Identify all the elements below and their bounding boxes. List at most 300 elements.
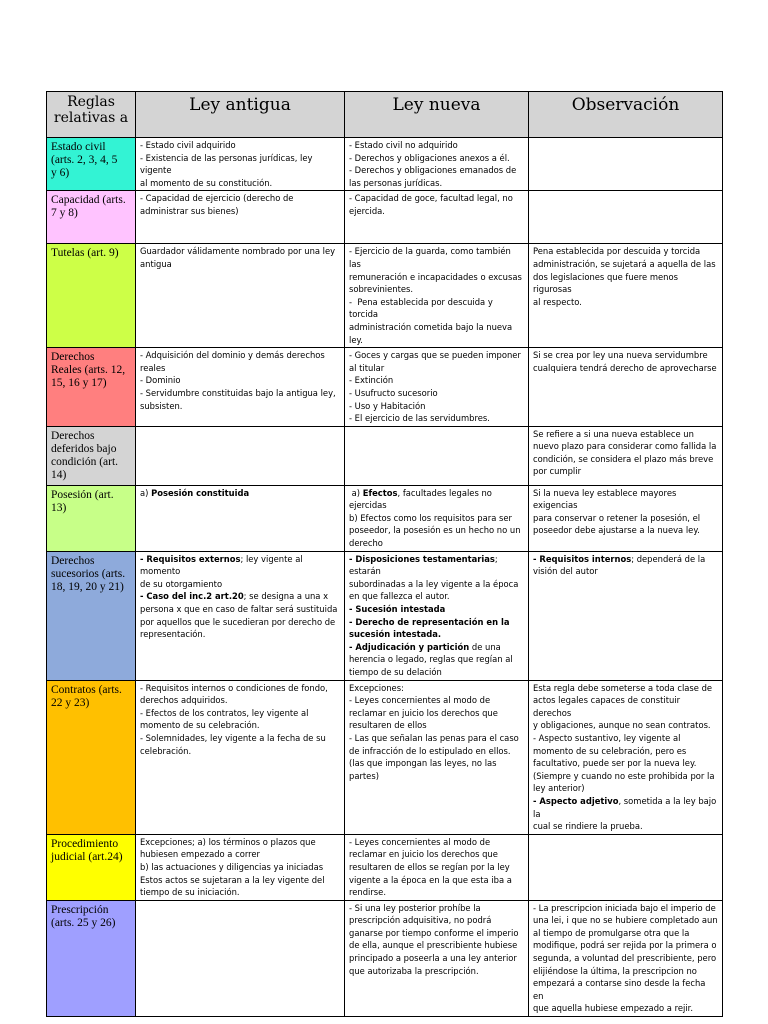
text-line — [349, 653, 524, 666]
text-line — [349, 603, 524, 616]
text-line — [349, 939, 524, 952]
text-line — [349, 914, 524, 927]
text-segment: - Leyes concernientes al modo de — [349, 836, 491, 847]
text-line — [533, 512, 718, 525]
text-segment: - Las que señalan las penas para el caso — [349, 732, 519, 743]
text-line — [349, 349, 524, 362]
text-segment: - Usufructo sucesorio — [349, 387, 438, 398]
text-line — [349, 745, 524, 758]
text-line — [140, 694, 340, 707]
text-line — [349, 641, 524, 654]
text-segment: subsisten. — [140, 400, 183, 411]
text-segment: Si la nueva ley establece mayores exigencias — [533, 487, 680, 511]
text-segment: Esta regla debe someterse a toda clase de — [533, 682, 713, 693]
text-line — [533, 296, 718, 309]
text-line — [533, 258, 718, 271]
row-label — [47, 680, 136, 834]
text-segment: a) — [140, 487, 152, 498]
row-label-line: 18, 19, 20 y 21) — [51, 580, 124, 593]
text-segment: ; se designa a una x — [243, 591, 329, 602]
header-ley-nueva: Ley nueva — [345, 92, 529, 138]
text-line — [349, 164, 524, 177]
bold-text: sucesión intestada. — [349, 629, 442, 640]
cell-nueva — [345, 138, 529, 191]
text-segment: modifique, podrá ser rejida por la primera o — [533, 940, 717, 951]
text-segment: visión del autor — [533, 566, 598, 577]
text-segment: - Existencia de las personas jurídicas, ley vigente — [140, 152, 316, 176]
text-line — [349, 616, 524, 629]
cell-observacion — [529, 485, 723, 551]
text-line — [349, 321, 524, 334]
text-segment: ganarse por tiempo conforme el imperio — [349, 927, 519, 938]
row-label-line: Tutelas (art. 9) — [51, 247, 119, 260]
text-line — [533, 820, 718, 833]
text-line — [349, 245, 524, 270]
text-line — [140, 861, 340, 874]
text-line — [349, 719, 524, 732]
text-segment: Estos actos se sujetaran a la ley vigente del — [140, 874, 325, 885]
text-segment: resultaren de ellos — [349, 720, 427, 731]
text-line — [533, 977, 718, 1002]
row-label-line: condición (art. — [51, 455, 119, 468]
row-label — [47, 348, 136, 427]
table-row-estado-civil — [47, 138, 723, 191]
text-segment: - Leyes concernientes al modo de — [349, 695, 491, 706]
text-line — [140, 707, 340, 720]
text-line — [349, 487, 524, 500]
cell-nueva — [345, 485, 529, 551]
table-body — [47, 138, 723, 1017]
text-line — [533, 553, 718, 566]
text-segment: dos legislaciones que fuere menos rigurosas — [533, 271, 681, 295]
table-row-procedimiento-judicial — [47, 834, 723, 900]
text-segment: ley. — [349, 334, 363, 345]
text-segment: tiempo de su iniciación. — [140, 887, 240, 898]
text-line — [533, 902, 718, 915]
text-segment: para conservar o retener la posesión, el — [533, 512, 701, 523]
text-line — [140, 745, 340, 758]
text-segment: celebración. — [140, 745, 192, 756]
bold-text: Efectos — [362, 487, 398, 498]
text-line — [140, 349, 340, 362]
text-line — [533, 1002, 718, 1015]
row-label — [47, 834, 136, 900]
text-line — [349, 139, 524, 152]
text-line — [349, 965, 524, 978]
text-segment: - Efectos de los contratos, ley vigente al — [140, 707, 309, 718]
text-segment: Pena establecida por descuida y torcida — [533, 246, 701, 257]
text-segment: Excepciones: — [349, 682, 404, 693]
cell-antigua — [136, 485, 345, 551]
text-line — [349, 590, 524, 603]
text-line — [533, 465, 718, 478]
row-label — [47, 551, 136, 680]
row-label-line: 15, 16 y 17) — [51, 377, 107, 390]
text-line — [349, 374, 524, 387]
row-label — [47, 900, 136, 1016]
bold-text: - Disposiciones testamentarias — [349, 553, 495, 564]
text-segment: poseedor, la posesión es un hecho no un — [349, 525, 521, 536]
text-line — [140, 139, 340, 152]
text-segment: de ella, aunque el prescribiente hubiese — [349, 940, 518, 951]
text-line — [349, 836, 524, 849]
header-reglas-line: Reglas — [67, 94, 115, 110]
text-segment: reales — [140, 362, 166, 373]
bold-text: - Sucesión intestada — [349, 604, 446, 615]
table-row-capacidad — [47, 191, 723, 244]
text-line — [533, 362, 718, 375]
text-segment: ley anterior) — [533, 783, 585, 794]
text-line — [533, 745, 718, 758]
text-line — [140, 258, 340, 271]
text-segment: - Derechos y obligaciones emanados de — [349, 165, 517, 176]
text-segment: - Si una ley posterior prohíbe la — [349, 902, 481, 913]
text-segment: (las que impongan las leyes, no las — [349, 758, 497, 769]
header-reglas — [47, 92, 136, 138]
text-line — [533, 440, 718, 453]
text-line — [533, 965, 718, 978]
text-segment: empezará a contarse sino desde la fecha en — [533, 978, 709, 1001]
text-line — [349, 666, 524, 679]
text-line — [533, 732, 718, 745]
text-segment: que aquella hubiese empezado a rejir. — [533, 1003, 693, 1014]
text-line — [533, 349, 718, 362]
text-segment: poseedor debe ajustarse a la nueva ley. — [533, 525, 700, 536]
table-row-contratos — [47, 680, 723, 834]
text-segment: herencia o legado, reglas que regían al — [349, 654, 513, 665]
text-segment: al titular — [349, 362, 385, 373]
text-segment: - Pena establecida por descuida y torcida — [349, 296, 496, 320]
text-line — [533, 565, 718, 578]
text-segment: resultaren de ellos se regían por la ley — [349, 861, 510, 872]
text-line — [533, 428, 718, 441]
row-label-line: (arts. 2, 3, 4, 5 — [51, 154, 118, 166]
text-line — [533, 487, 718, 512]
cell-observacion — [529, 244, 723, 348]
header-observacion: Observación — [529, 92, 723, 138]
text-segment: representación. — [140, 629, 206, 640]
text-line — [349, 499, 524, 512]
text-line — [349, 362, 524, 375]
text-line — [533, 757, 718, 770]
text-segment: de su otorgamiento — [140, 578, 223, 589]
text-segment: nuevo plazo para considerar como fallida la — [533, 441, 717, 452]
row-label-line: Posesión (art. — [51, 488, 114, 501]
row-label-line: Capacidad (arts. — [51, 194, 126, 207]
header-reglas-line: relativas a — [53, 110, 129, 126]
bold-text: - Derecho de representación en la — [349, 616, 510, 627]
text-line — [349, 271, 524, 284]
text-line — [140, 628, 340, 641]
text-segment: ; ley vigente al momento — [140, 553, 306, 577]
row-label — [47, 426, 136, 485]
text-segment: ejercidas — [349, 500, 387, 511]
text-segment: - Servidumbre constituidas bajo la antigua ley, — [140, 387, 336, 398]
text-segment: rendirse. — [349, 887, 386, 898]
text-segment: cualquiera tendrá derecho de aprovecharse — [533, 362, 717, 373]
text-segment: - Goces y cargas que se pueden imponer — [349, 350, 521, 361]
row-label — [47, 191, 136, 244]
text-segment: prescripción adquisitiva, no podrá — [349, 915, 492, 926]
text-line — [140, 245, 340, 258]
row-label-line: Derechos — [51, 554, 95, 567]
text-segment: - Adquisición del dominio y demás derechos — [140, 350, 325, 361]
text-line — [349, 848, 524, 861]
table-row-prescripcion — [47, 900, 723, 1016]
text-line — [349, 902, 524, 915]
text-line — [349, 205, 524, 218]
bold-text: Posesión constituida — [151, 487, 250, 498]
rules-table — [46, 91, 723, 1017]
cell-observacion — [529, 900, 723, 1016]
text-segment: facultativo, puede ser por la nueva ley. — [533, 758, 697, 769]
text-line — [349, 694, 524, 707]
text-segment: Si se crea por ley una nueva servidumbre — [533, 350, 708, 361]
text-segment: reclamar en juicio los derechos que — [349, 707, 498, 718]
text-segment: - El ejercicio de las servidumbres. — [349, 413, 490, 424]
text-line — [349, 874, 524, 887]
table-row-tutelas — [47, 244, 723, 348]
text-line — [140, 177, 340, 190]
cell-observacion — [529, 191, 723, 244]
text-segment: subordinadas a la ley vigente a la época — [349, 578, 519, 589]
text-segment: - Dominio — [140, 375, 181, 386]
cell-nueva — [345, 680, 529, 834]
cell-observacion — [529, 426, 723, 485]
text-segment: actos legales capaces de constituir derechos — [533, 695, 683, 718]
text-segment: de una — [469, 641, 501, 652]
text-segment: que autorizaba la prescripción. — [349, 965, 479, 976]
bold-text: - Caso del inc.2 art.20 — [140, 591, 244, 602]
text-segment: ; estarán — [349, 553, 501, 577]
text-line — [349, 412, 524, 425]
text-line — [349, 177, 524, 190]
row-label-line: Contratos (arts. — [51, 683, 122, 696]
bold-text: - Adjudicación y partición — [349, 641, 470, 652]
text-line — [533, 795, 718, 820]
text-line — [140, 387, 340, 400]
text-line — [533, 782, 718, 795]
text-segment: elijiéndose la última, la prescripcion no — [533, 965, 697, 976]
text-segment: por aquellos que le sucedieran por derecho de — [140, 616, 336, 627]
row-label-line: 14) — [51, 468, 67, 481]
text-line — [349, 400, 524, 413]
text-line — [140, 487, 340, 500]
row-label-line: deferidos bajo — [51, 442, 117, 455]
text-segment: (Siempre y cuando no este prohibida por la — [533, 770, 715, 781]
row-label-line: (arts. 25 y 26) — [51, 916, 116, 929]
row-label-line: 7 y 8) — [51, 207, 78, 220]
text-line — [533, 682, 718, 695]
text-segment: condición, se considera el plazo más breve — [533, 453, 714, 464]
text-line — [349, 524, 524, 537]
text-segment: b) Efectos como los requisitos para ser — [349, 512, 512, 523]
text-segment: ; dependerá de la — [631, 553, 706, 564]
row-label — [47, 485, 136, 551]
row-label-line: Derechos — [51, 429, 95, 442]
text-segment: , sometida a la ley bajo la — [533, 795, 719, 819]
text-line — [349, 770, 524, 783]
row-label — [47, 138, 136, 191]
text-segment: administración cometida bajo la nueva — [349, 321, 513, 332]
text-line — [349, 628, 524, 641]
text-segment: reclamar en juicio los derechos que — [349, 849, 498, 860]
text-line — [140, 578, 340, 591]
text-segment: - Uso y Habitación — [349, 400, 426, 411]
row-label-line: 22 y 23) — [51, 696, 90, 709]
cell-nueva — [345, 426, 529, 485]
cell-antigua — [136, 191, 345, 244]
text-line — [349, 283, 524, 296]
cell-observacion — [529, 680, 723, 834]
text-line — [140, 603, 340, 616]
text-line — [533, 914, 718, 927]
text-segment: derecho — [349, 538, 383, 549]
text-segment: - Extinción — [349, 375, 394, 386]
text-line — [533, 453, 718, 466]
text-line — [533, 939, 718, 952]
cell-antigua — [136, 426, 345, 485]
text-segment: - Requisitos internos o condiciones de fondo, — [140, 682, 328, 693]
text-line — [349, 757, 524, 770]
text-segment: administrar sus bienes) — [140, 205, 239, 216]
text-segment: a) — [349, 487, 363, 498]
text-segment: al tiempo de promulgarse otra que la — [533, 927, 690, 938]
cell-antigua — [136, 680, 345, 834]
cell-nueva — [345, 900, 529, 1016]
text-line — [349, 553, 524, 578]
text-segment: una lei, i que no se hubiere completado aun — [533, 915, 718, 926]
text-segment: derechos adquiridos. — [140, 695, 228, 706]
text-segment: Guardador válidamente nombrado por una ley — [140, 246, 336, 257]
text-line — [533, 271, 718, 296]
text-line — [533, 245, 718, 258]
text-segment: Se refiere a si una nueva establece un — [533, 428, 694, 439]
row-label-line: Reales (arts. 12, — [51, 364, 126, 377]
text-line — [140, 400, 340, 413]
text-line — [349, 512, 524, 525]
text-segment: cual se rindiere la prueba. — [533, 821, 643, 832]
text-line — [349, 952, 524, 965]
text-line — [140, 719, 340, 732]
header-row — [47, 92, 723, 138]
bold-text: - Aspecto adjetivo — [533, 795, 619, 806]
text-line — [140, 590, 340, 603]
cell-antigua — [136, 834, 345, 900]
bold-text: - Requisitos externos — [140, 553, 241, 564]
text-line — [140, 732, 340, 745]
cell-nueva — [345, 244, 529, 348]
table-row-derechos-reales — [47, 348, 723, 427]
row-label-line: y 6) — [51, 167, 70, 179]
text-segment: hubiesen empezado a correr — [140, 849, 260, 860]
header-ley-antigua: Ley antigua — [136, 92, 345, 138]
text-line — [140, 205, 340, 218]
table-row-derechos-deferidos — [47, 426, 723, 485]
text-line — [349, 387, 524, 400]
text-line — [349, 732, 524, 745]
text-segment: y obligaciones, aunque no sean contratos. — [533, 720, 711, 731]
text-line — [349, 152, 524, 165]
cell-observacion — [529, 551, 723, 680]
text-segment: segunda, a voluntad del prescribiente, pero — [533, 953, 717, 964]
text-segment: Excepciones; a) los términos o plazos que — [140, 836, 316, 847]
row-label — [47, 244, 136, 348]
cell-observacion — [529, 834, 723, 900]
text-segment: - Capacidad de ejercicio (derecho de — [140, 193, 294, 204]
text-segment: - Derechos y obligaciones anexos a él. — [349, 152, 510, 163]
text-segment: al momento de su constitución. — [140, 177, 273, 188]
text-line — [349, 682, 524, 695]
text-segment: ejercida. — [349, 205, 385, 216]
cell-antigua — [136, 348, 345, 427]
table-row-posesion — [47, 485, 723, 551]
text-segment: al respecto. — [533, 296, 582, 307]
cell-nueva — [345, 191, 529, 244]
cell-observacion — [529, 138, 723, 191]
text-line — [349, 861, 524, 874]
table-row-derechos-sucesorios — [47, 551, 723, 680]
text-line — [140, 616, 340, 629]
text-line — [533, 694, 718, 719]
text-segment: en que fallezca el autor. — [349, 591, 450, 602]
cell-nueva — [345, 348, 529, 427]
text-segment: vigente a la época en la que esta iba a — [349, 874, 512, 885]
text-segment: persona x que en caso de faltar será sustituida — [140, 604, 338, 615]
row-label-line: Prescripción — [51, 903, 109, 916]
text-line — [140, 682, 340, 695]
text-segment: - La prescripcion iniciada bajo el imperio de — [533, 902, 716, 913]
cell-antigua — [136, 900, 345, 1016]
text-segment: - Estado civil no adquirido — [349, 140, 458, 150]
text-segment: administración, se sujetará a aquella de las — [533, 258, 716, 269]
text-segment: de infracción de lo estipulado en ellos. — [349, 745, 511, 756]
text-line — [349, 334, 524, 347]
text-line — [533, 927, 718, 940]
text-segment: , facultades legales no — [397, 487, 492, 498]
text-line — [349, 192, 524, 205]
row-label-line: 13) — [51, 501, 67, 514]
text-line — [140, 874, 340, 887]
text-segment: principado a poseerla a una ley anterior — [349, 953, 517, 964]
text-segment: remuneración e incapacidades o excusas — [349, 271, 522, 282]
text-segment: momento de su celebración. — [140, 720, 260, 731]
text-segment: - Ejercicio de la guarda, como también las — [349, 246, 514, 269]
text-line — [533, 719, 718, 732]
cell-nueva — [345, 834, 529, 900]
text-segment: tiempo de su delación — [349, 667, 442, 677]
text-line — [533, 952, 718, 965]
text-line — [349, 578, 524, 591]
row-label-line: Estado civil — [51, 141, 106, 153]
row-label-line: Procedimiento — [51, 837, 119, 850]
text-segment: por cumplir — [533, 466, 582, 477]
text-line — [349, 537, 524, 550]
text-line — [140, 886, 340, 899]
text-line — [140, 836, 340, 849]
cell-observacion — [529, 348, 723, 427]
text-segment: las personas jurídicas. — [349, 177, 443, 188]
text-segment: - Capacidad de goce, facultad legal, no — [349, 193, 513, 204]
cell-antigua — [136, 551, 345, 680]
text-line — [140, 848, 340, 861]
text-line — [140, 362, 340, 375]
text-segment: momento de su celebración, pero es — [533, 745, 687, 756]
row-label-line: judicial (art.24) — [51, 850, 123, 863]
text-line — [140, 152, 340, 177]
text-segment: - Solemnidades, ley vigente a la fecha de su — [140, 732, 326, 743]
text-line — [349, 707, 524, 720]
